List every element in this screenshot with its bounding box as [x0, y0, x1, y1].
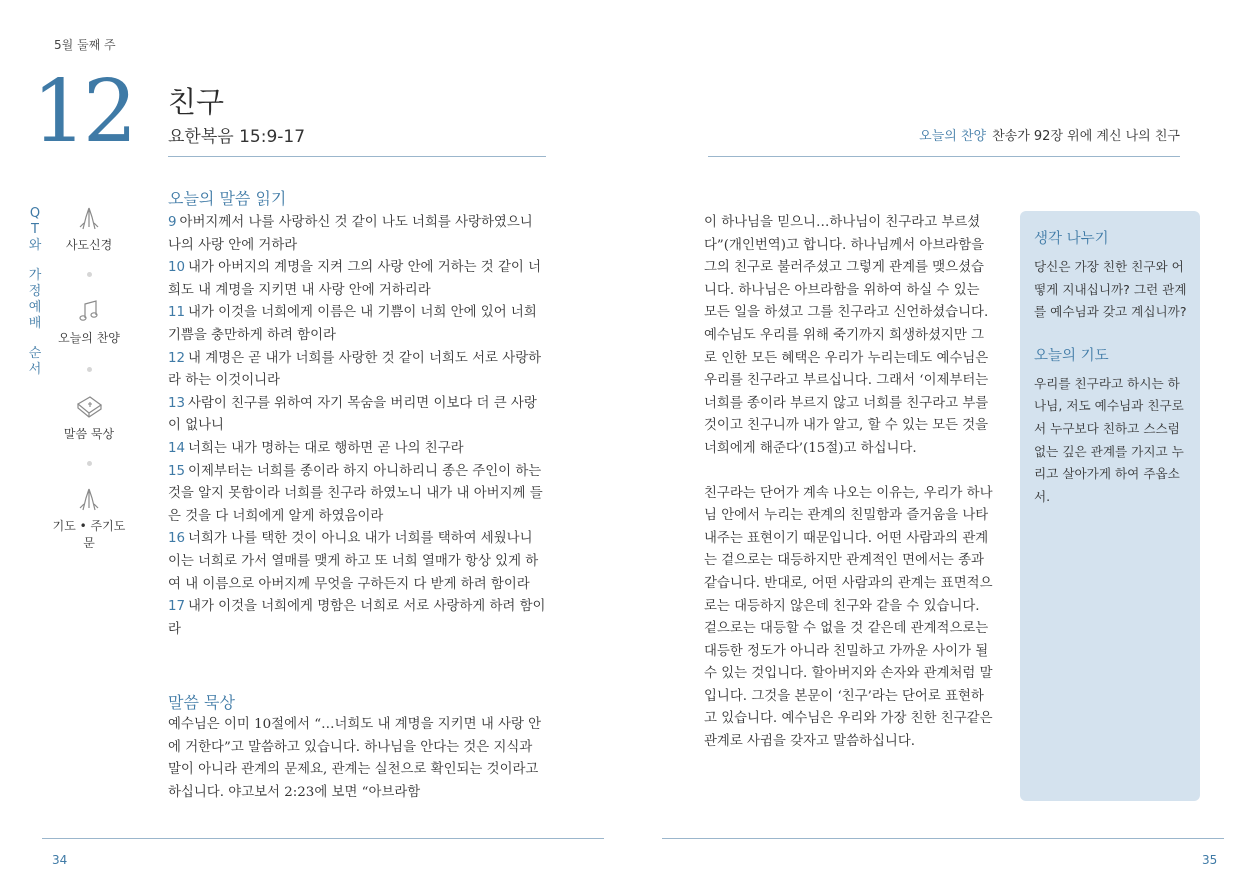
sidebar-divider-dot [87, 367, 92, 372]
share-text: 당신은 가장 친한 친구와 어떻게 지내십니까? 그런 관계를 예수님과 갖고 계십니까? [1034, 259, 1187, 320]
verse-number: 9 [168, 215, 177, 230]
meditation-heading: 말씀 묵상 [168, 693, 235, 712]
day-number: 12 [32, 62, 134, 162]
footer-rule-left [42, 838, 604, 839]
verse-number: 10 [168, 260, 186, 276]
meditation-paragraph-2: 이 하나님을 믿으니…하나님이 친구라고 부르셨다”(개인번역)고 합니다. 하나님께서 아브라함을 그의 친구로 불러주셨고 그렇게 관계를 맺으셨습니다. 하나님은 아브라함을 위하여 하실 수 있는 모든 일을 하셨고 그를 친구라고 신언하셨습니다. 예수님도 우리를 위해 죽기까지 희생하셨지만 그로 인한 모든 혜택은 우리가 누리는데도 예수님은 우리를 친구라고 부르십니다. 그래서 ‘이제부터는 너희를 종이라 부르지 않고 너희를 친구라고 부를 것이고 친구니까 내가 알고, 할 수 있는 모든 것을 너희에게 해준다’(15절)고 하십니다. [704, 215, 989, 456]
verse-number: 13 [168, 395, 186, 411]
prayer-heading: 오늘의 기도 [1034, 347, 1109, 364]
verse-text: 내가 이것을 너희에게 이름은 내 기쁨이 너희 안에 있어 너희 기쁨을 충만하게 하려 함이라 [168, 305, 537, 343]
verse-number: 15 [168, 463, 186, 479]
verse-number: 17 [168, 599, 186, 615]
page-number-right: 35 [1202, 853, 1218, 867]
verse [168, 302, 548, 347]
verse-text: 너희는 내가 명하는 대로 행하면 곧 나의 친구라 [188, 440, 464, 456]
praying-hands-icon [75, 205, 103, 233]
sidebar-item-label: 기도 • 주기도문 [52, 519, 126, 550]
music-note-icon [75, 298, 103, 326]
sidebar-divider-dot [87, 272, 92, 277]
header-rule-right [708, 156, 1180, 157]
sidebar-item-hymn [49, 298, 129, 346]
verse-text: 너희가 나를 택한 것이 아니요 내가 너희를 택하여 세웠나니 이는 너희로 가서 열매를 맺게 하고 또 너희 열매가 항상 있게 하여 내 이름으로 아버지께 무엇을 구하든지 다 받게 하려 함이라 [168, 531, 539, 592]
prayer-text: 우리를 친구라고 하시는 하나님, 저도 예수님과 친구로서 누구보다 친하고 스스럼없는 깊은 관계를 가지고 누리고 살아가게 하여 주옵소서. [1034, 375, 1184, 504]
verse [168, 212, 548, 257]
verse-list [168, 212, 548, 641]
sidebar-item-label: 말씀 묵상 [63, 427, 115, 441]
verse [168, 257, 548, 302]
meditation-paragraph-3: 친구라는 단어가 계속 나오는 이유는, 우리가 하나님 안에서 누리는 관계의 친밀함과 즐거움을 나타내주는 표현이기 때문입니다. 어떤 사람과의 관계는 겉으로는 대등하지만 관계적인 면에서는 종과 같습니다. 반대로, 어떤 사람과의 관계는 표면적으로는 대등하지 않은데 친구와 같을 수 있습니다. 겉으로는 대등할 수 없을 것 같은데 관계적으로는 대등한 정도가 아니라 친밀하고 가까운 사이가 될 수 있는 것입니다. 할아버지와 손자와 관계처럼 말입니다. 그것을 본문이 ‘친구’라는 단어로 표현하고 있습니다. 예수님은 우리와 가장 친한 친구같은 관계로 사귐을 갖자고 말씀하십니다. [704, 485, 993, 750]
verse [168, 528, 548, 596]
scripture-reference: 요한복음 15:9-17 [168, 127, 306, 147]
sidebar-item-creed [49, 205, 129, 253]
reflection-box [1020, 211, 1200, 801]
verse [168, 438, 548, 461]
sidebar-divider-dot [87, 461, 92, 466]
bible-icon [74, 392, 104, 422]
hymn-line [919, 125, 1180, 144]
verse-text: 내 계명은 곧 내가 너희를 사랑한 것 같이 너희도 서로 사랑하라 하는 이것이니라 [168, 350, 542, 389]
vertical-char: 가 [28, 268, 42, 283]
reading-heading: 오늘의 말씀 읽기 [168, 189, 287, 208]
vertical-char: 와 [28, 238, 42, 253]
verse [168, 348, 548, 393]
vertical-char: 배 [28, 316, 42, 331]
vertical-gap [28, 254, 42, 268]
hymn-label: 오늘의 찬양 [919, 129, 987, 144]
page-number-left: 34 [52, 853, 68, 867]
sidebar-item-label: 오늘의 찬양 [58, 331, 120, 345]
sidebar-item-meditation [49, 392, 129, 442]
sidebar-item-label: 사도신경 [65, 238, 113, 252]
vertical-char: 순 [28, 346, 42, 361]
verse [168, 393, 548, 438]
hymn-text: 찬송가 92장 위에 계신 나의 친구 [992, 129, 1180, 144]
verse-text: 아버지께서 나를 사랑하신 것 같이 나도 너희를 사랑하였으니 나의 사랑 안에 거하라 [168, 215, 533, 253]
verse-number: 14 [168, 440, 186, 456]
sidebar-vertical-title [28, 206, 42, 378]
sidebar-item-prayer [49, 486, 129, 551]
verse [168, 461, 548, 529]
vertical-char: Q [29, 206, 41, 221]
verse-number: 11 [168, 305, 186, 321]
vertical-char: T [31, 222, 39, 237]
vertical-char: 예 [28, 300, 42, 315]
page-title: 친구 [168, 85, 225, 119]
verse-text: 사람이 친구를 위하여 자기 목숨을 버리면 이보다 더 큰 사랑이 없나니 [168, 395, 537, 434]
vertical-gap [28, 332, 42, 346]
verse-number: 16 [168, 531, 186, 547]
vertical-char: 서 [28, 362, 42, 377]
vertical-char: 정 [28, 284, 42, 299]
meditation-continued [704, 212, 996, 776]
meditation-paragraph-1: 예수님은 이미 10절에서 “…너희도 내 계명을 지키면 내 사랑 안에 거한다”고 말씀하고 있습니다. 하나님을 안다는 것은 지식과 말이 아니라 관계의 문제요, 관계는 실천으로 확인되는 것이라고 하십니다. 야고보서 2:23에 보면 “아브라함 [168, 717, 542, 800]
verse-text: 이제부터는 너희를 종이라 하지 아니하리니 종은 주인이 하는 것을 알지 못함이라 너희를 친구라 하였노니 내가 내 아버지께 들은 것을 다 너희에게 알게 하였음이라 [168, 463, 543, 524]
verse-text: 내가 이것을 너희에게 명함은 너희로 서로 사랑하게 하려 함이라 [168, 599, 546, 637]
verse [168, 596, 548, 641]
week-label: 5월 둘째 주 [54, 38, 116, 52]
verse-number: 12 [168, 350, 186, 366]
share-heading: 생각 나누기 [1034, 231, 1109, 247]
footer-rule-right [662, 838, 1224, 839]
header-rule-left [168, 156, 546, 157]
praying-hands-icon [75, 486, 103, 514]
verse-text: 내가 아버지의 계명을 지켜 그의 사랑 안에 거하는 것 같이 너희도 내 계명을 지키면 내 사랑 안에 거하리라 [168, 260, 542, 298]
